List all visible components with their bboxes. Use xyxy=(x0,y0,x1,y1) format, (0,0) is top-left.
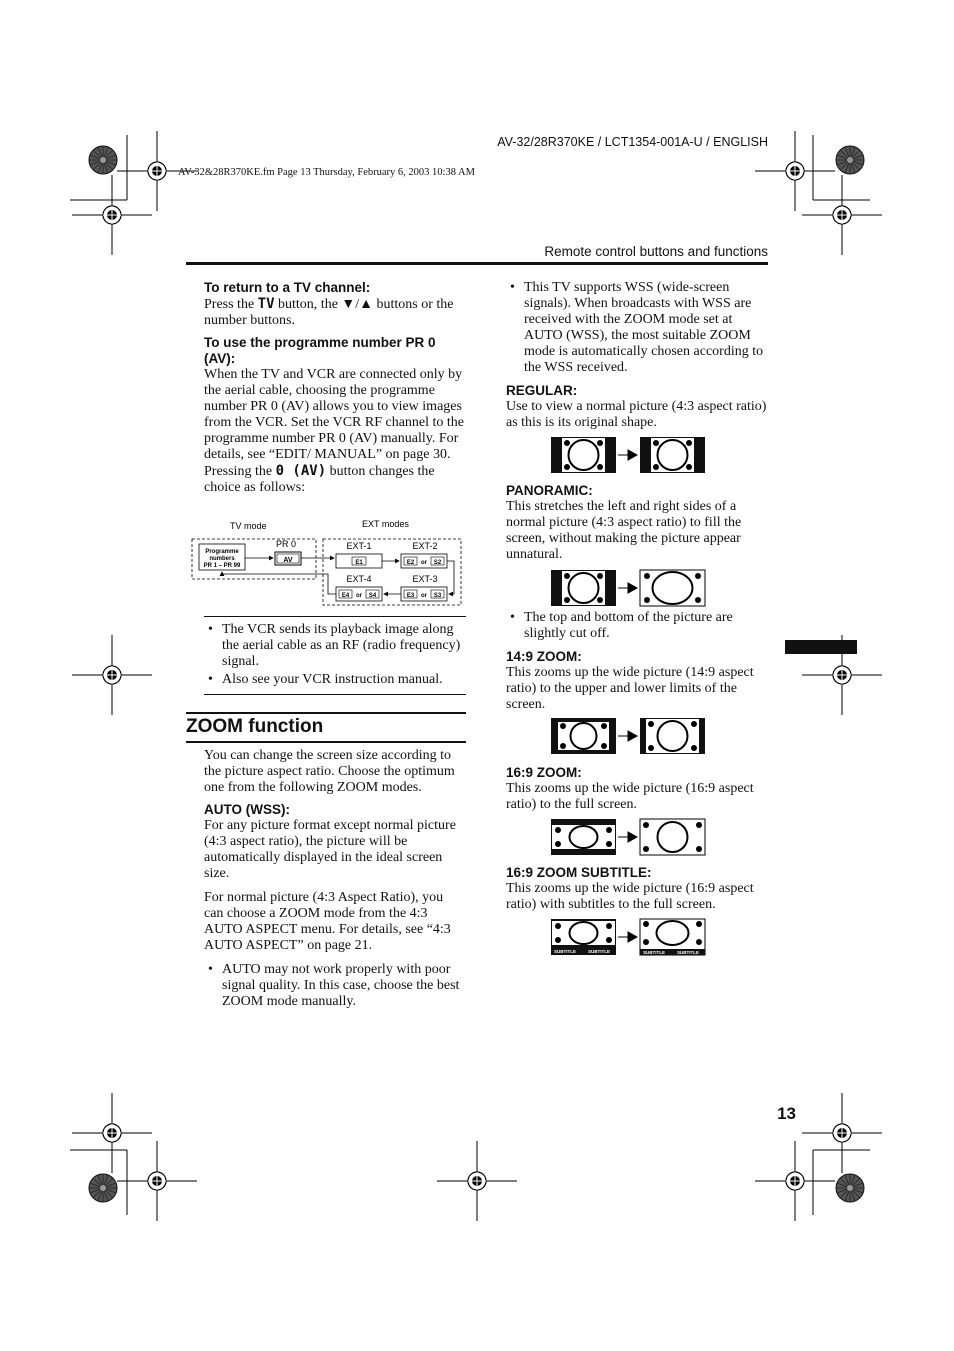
zoom149-heading: 14:9 ZOOM: xyxy=(506,649,582,664)
zoom149-illustration xyxy=(550,717,710,757)
list-item: • The top and bottom of the picture are slightly cut off. xyxy=(506,610,768,642)
zoom169-heading: 16:9 ZOOM: xyxy=(506,765,582,780)
svg-text:E3: E3 xyxy=(406,593,415,599)
ext2-label: EXT-2 xyxy=(412,541,438,551)
subtitle-illustration xyxy=(550,918,710,958)
svg-text:or: or xyxy=(421,560,427,566)
tv-ext-diagram xyxy=(186,512,468,612)
model-line: AV-32/28R370KE / LCT1354-001A-U / ENGLISH xyxy=(497,135,768,149)
regular-heading: REGULAR: xyxy=(506,383,578,398)
pr0-heading: To use the programme number PR 0 (AV): xyxy=(204,335,436,366)
header-rule xyxy=(186,262,768,265)
regular-illustration xyxy=(550,436,710,476)
arrow-buttons-glyph: ▼/▲ xyxy=(341,297,374,312)
panoramic-heading: PANORAMIC: xyxy=(506,483,593,498)
wss-note xyxy=(506,280,768,378)
auto-text2: For normal picture (4:3 Aspect Ratio), you can choose a ZOOM mode from the 4:3 AUTO ASPECT menu. For details, see “4:3 AUTO ASPECT” on page 21. xyxy=(204,890,451,953)
pr0-label: PR 0 xyxy=(275,539,297,549)
zoom149-section xyxy=(506,649,768,713)
e1-box: E1 xyxy=(355,560,363,566)
section-title: Remote control buttons and functions xyxy=(544,244,768,259)
av-button-glyph: 0 (AV) xyxy=(275,463,327,479)
svg-text:SUBTITLE: SUBTITLE xyxy=(643,950,665,955)
svg-text:or: or xyxy=(356,593,362,599)
left-column-top xyxy=(204,280,466,496)
svg-text:E2: E2 xyxy=(406,560,415,566)
zoom-intro: You can change the screen size according to the picture aspect ratio. Choose the optimum one from the following ZOOM modes. xyxy=(204,748,455,795)
file-info: AV-32&28R370KE.fm Page 13 Thursday, February 6, 2003 10:38 AM xyxy=(178,167,475,178)
svg-text:SUBTITLE: SUBTITLE xyxy=(588,949,610,954)
zoom-function-title: ZOOM function xyxy=(186,716,324,737)
tv-mode-label: TV mode xyxy=(230,521,267,531)
svg-text:S2: S2 xyxy=(433,560,442,566)
regular-text: Use to view a normal picture (4:3 aspect ratio) as this is its original shape. xyxy=(506,399,767,430)
regular-section xyxy=(506,383,768,431)
subtitle-text: This zooms up the wide picture (16:9 aspect ratio) with subtitles to the full screen. xyxy=(506,881,754,912)
svg-text:SUBTITLE: SUBTITLE xyxy=(677,950,699,955)
svg-text:or: or xyxy=(421,593,427,599)
list-item: • Also see your VCR instruction manual. xyxy=(204,672,466,688)
av-box: AV xyxy=(283,557,293,564)
return-text: Press the TV button, the ▼/▲ buttons or the number buttons. xyxy=(204,296,454,328)
panoramic-illustration xyxy=(550,569,710,609)
panoramic-text: This stretches the left and right sides of a normal picture (4:3 aspect ratio) to fill the screen, without making the picture appear unnatural. xyxy=(506,499,742,562)
auto-heading: AUTO (WSS): xyxy=(204,802,290,817)
subtitle-section xyxy=(506,865,768,913)
page-number: 13 xyxy=(777,1104,796,1123)
vcr-notes xyxy=(204,622,466,690)
svg-text:E4: E4 xyxy=(341,593,350,599)
subtitle-heading: 16:9 ZOOM SUBTITLE: xyxy=(506,865,652,880)
zoom149-text: This zooms up the wide picture (14:9 aspect ratio) to the upper and lower limits of the screen. xyxy=(506,665,754,712)
svg-text:S4: S4 xyxy=(368,593,377,599)
prog-line3: PR 1 – PR 99 xyxy=(203,563,241,569)
svg-text:S3: S3 xyxy=(433,593,442,599)
prog-line2: numbers xyxy=(209,556,235,562)
zoom169-text: This zooms up the wide picture (16:9 aspect ratio) to the full screen. xyxy=(506,781,754,812)
svg-text:SUBTITLE: SUBTITLE xyxy=(554,949,576,954)
panoramic-note xyxy=(506,610,768,644)
list-item: • This TV supports WSS (wide-screen signals). When broadcasts with WSS are received with the ZOOM mode set at AUTO (WSS), the most suitable ZOOM mode is automatically chosen according to the WSS received. xyxy=(506,280,768,376)
ext1-label: EXT-1 xyxy=(346,541,372,551)
pr0-text: When the TV and VCR are connected only by the aerial cable, choosing the programme number PR 0 (AV) allows you to view images from the VCR. Set the VCR RF channel to the programme number PR 0 (AV) manually. For details, see “EDIT/ MANUAL” on page 30. xyxy=(204,367,465,462)
ext-modes-label: EXT modes xyxy=(362,519,409,529)
prog-line1: Programme xyxy=(205,549,239,555)
zoom169-illustration xyxy=(550,818,710,858)
zoom169-section xyxy=(506,765,768,813)
ext3-label: EXT-3 xyxy=(412,574,438,584)
panoramic-section xyxy=(506,483,768,563)
auto-text1: For any picture format except normal picture (4:3 aspect ratio), the picture will be automatically displayed in the ideal screen size. xyxy=(204,818,456,881)
pressing-text: Pressing the 0 (AV) button changes the choice as follows: xyxy=(204,463,435,495)
list-item: • The VCR sends its playback image along the aerial cable as an RF (radio frequency) signal. xyxy=(204,622,466,670)
return-heading: To return to a TV channel: xyxy=(204,280,371,295)
ext4-label: EXT-4 xyxy=(346,574,372,584)
tv-button-glyph: TV xyxy=(257,296,275,312)
list-item: • AUTO may not work properly with poor signal quality. In this case, choose the best ZOOM mode manually. xyxy=(204,962,466,1010)
zoom-left-text xyxy=(204,748,466,1012)
